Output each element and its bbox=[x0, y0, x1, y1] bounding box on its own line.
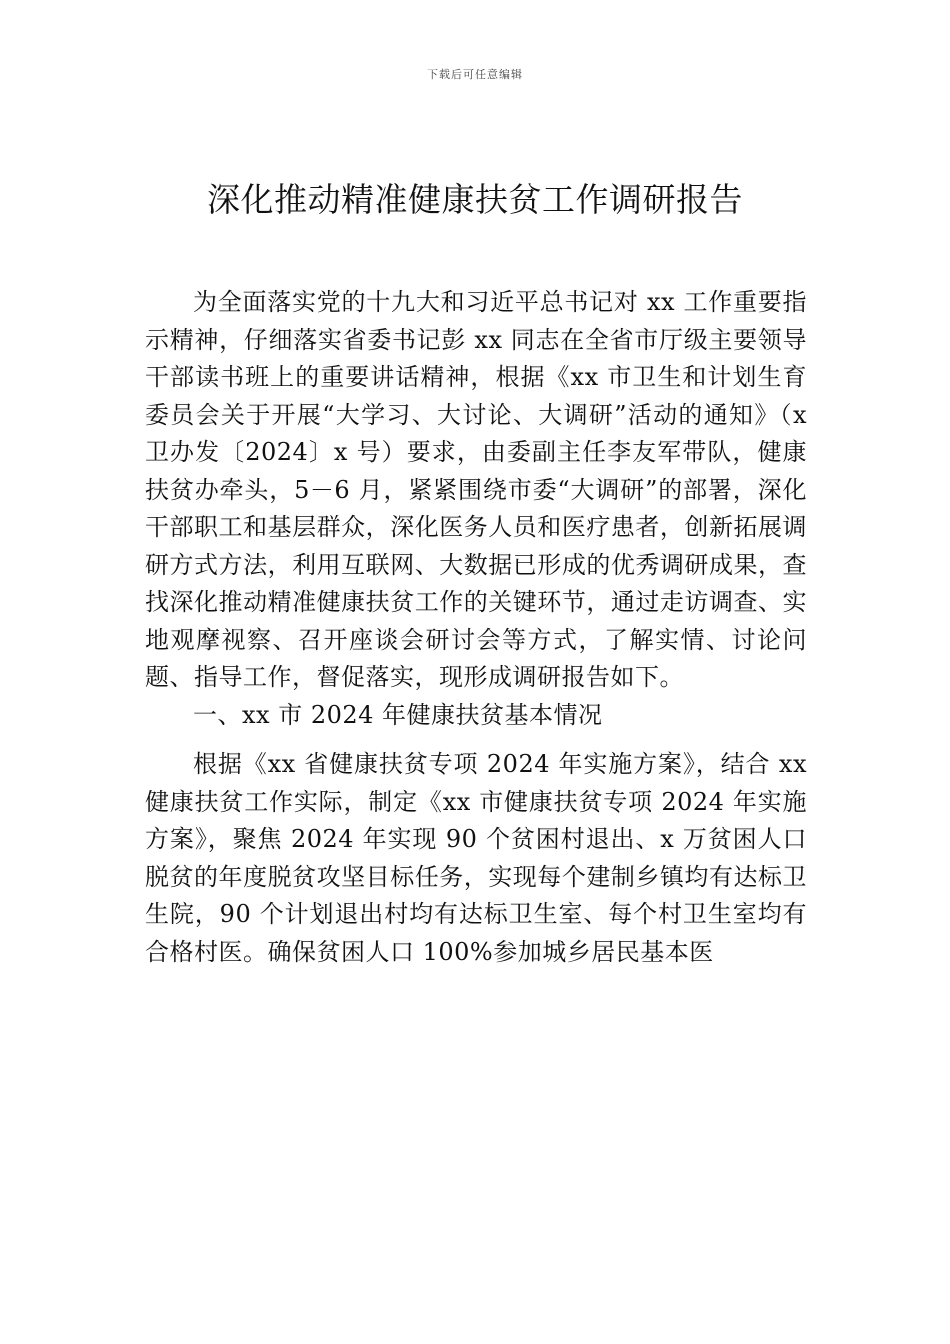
section-paragraph: 根据《xx 省健康扶贫专项 2024 年实施方案》，结合 xx 健康扶贫工作实际，制定《xx 市健康扶贫专项 2024 年实施方案》，聚焦 2024 年实现 90 个贫困村退出、x 万贫困人口脱贫的年度脱贫攻坚目标任务，实现每个建制乡镇均有达标卫生院，90 个计划退出村均有达标卫生室、每个村卫生室均有合格村医。确保贫困人口 100%参加城乡居民基本医 bbox=[145, 750, 807, 966]
document-body bbox=[145, 284, 807, 971]
header-note: 下载后可任意编辑 bbox=[427, 68, 523, 81]
intro-paragraph: 为全面落实党的十九大和习近平总书记对 xx 工作重要指示精神，仔细落实省委书记彭 xx 同志在全省市厅级主要领导干部读书班上的重要讲话精神，根据《xx 市卫生和计划生育委员会关于开展“大学习、大讨论、大调研”活动的通知》（x 卫办发〔2024〕x 号）要求，由委副主任李友军带队，健康扶贫办牵头，5－6 月，紧紧围绕市委“大调研”的部署，深化干部职工和基层群众，深化医务人员和医疗患者，创新拓展调研方式方法，利用互联网、大数据已形成的优秀调研成果，查找深化推动精准健康扶贫工作的关键环节，通过走访调查、实地观摩视察、召开座谈会研讨会等方式，了解实情、讨论问题、指导工作，督促落实，现形成调研报告如下。 bbox=[145, 288, 807, 691]
document-title: 深化推动精准健康扶贫工作调研报告 bbox=[207, 180, 743, 219]
section-heading: 一、xx 市 2024 年健康扶贫基本情况 bbox=[193, 700, 603, 729]
